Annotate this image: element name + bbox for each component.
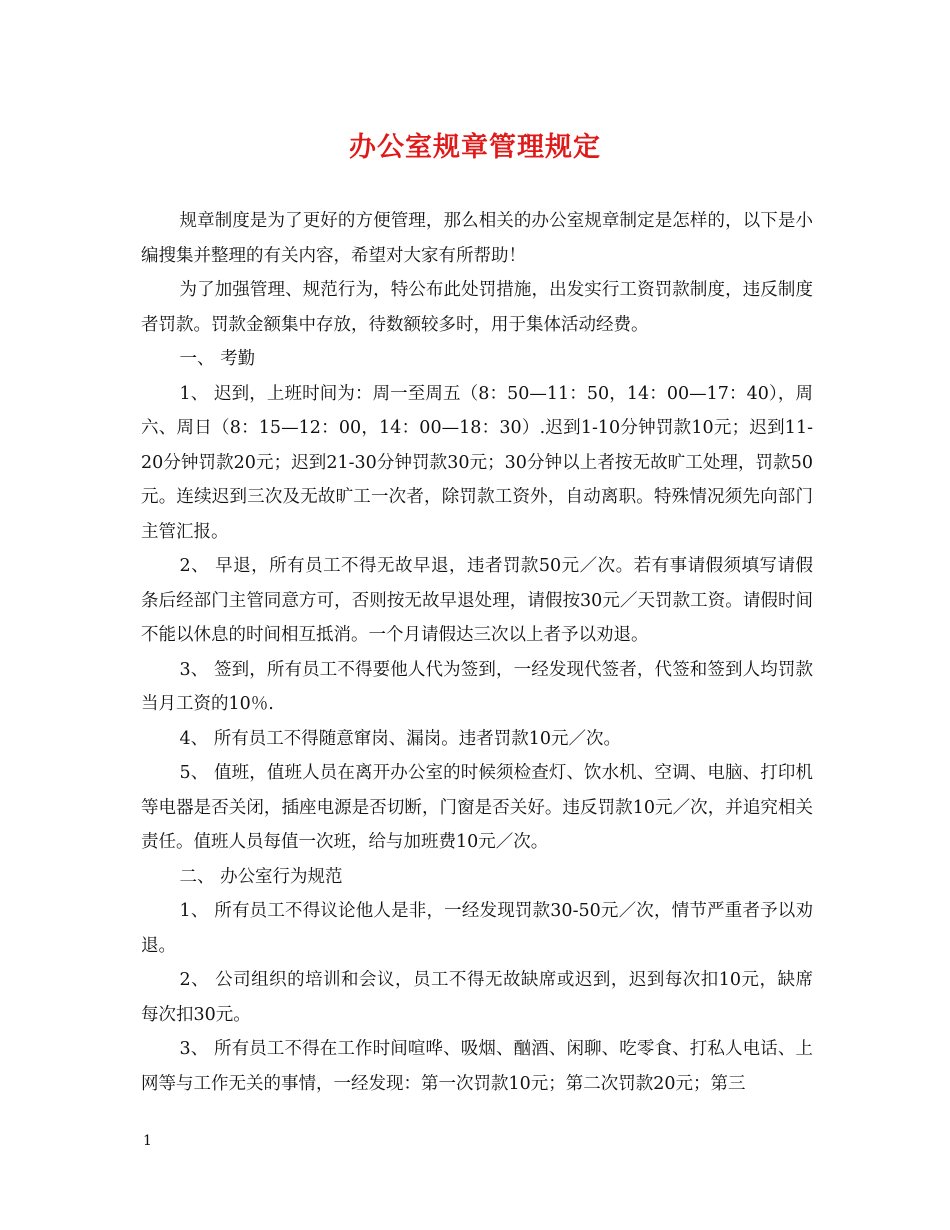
section-heading: 一、 考勤: [179, 349, 256, 369]
section-heading: 二、 办公室行为规范: [179, 866, 343, 887]
paragraph: 1、 迟到，上班时间为：周一至周五（8：50—11：50，14：00—17：40），周六、周日（8：15—12：00，14：00—18：30）.迟到1-10分钟罚款10元；迟到11-20分钟罚款20元；迟到21-30分钟罚款30元；30分钟以上者按无故旷工处理，罚款50元。连续迟到三次及无故旷工一次者，除罚款工资外，自动离职。特殊情况须先向部门主管汇报。: [141, 383, 813, 542]
paragraph: 3、 签到，所有员工不得要他人代为签到，一经发现代签者，代签和签到人均罚款当月工资的10％.: [141, 659, 813, 714]
paragraph: 2、 早退，所有员工不得无故早退，违者罚款50元／次。若有事请假须填写请假条后经部门主管同意方可，否则按无故早退处理，请假按30元／天罚款工资。请假时间不能以休息的时间相互抵消。一个月请假达三次以上者予以劝退。: [141, 556, 813, 645]
paragraph: 3、 所有员工不得在工作时间喧哗、吸烟、酗酒、闲聊、吃零食、打私人电话、上网等与工作无关的事情，一经发现：第一次罚款10元；第二次罚款20元；第三: [141, 1039, 813, 1094]
paragraph: 为了加强管理、规范行为，特公布此处罚措施，出发实行工资罚款制度，违反制度者罚款。罚款金额集中存放，待数额较多时，用于集体活动经费。: [141, 280, 813, 335]
paragraph: 1、 所有员工不得议论他人是非，一经发现罚款30-50元／次，情节严重者予以劝退。: [141, 901, 813, 956]
paragraph: 规章制度是为了更好的方便管理，那么相关的办公室规章制定是怎样的，以下是小编搜集并整理的有关内容，希望对大家有所帮助！: [141, 211, 813, 266]
document-body: [141, 204, 813, 1101]
paragraph: 2、 公司组织的培训和会议，员工不得无故缺席或迟到，迟到每次扣10元，缺席每次扣30元。: [141, 970, 813, 1025]
paragraph: 4、 所有员工不得随意窜岗、漏岗。违者罚款10元／次。: [179, 728, 621, 749]
document-title: 办公室规章管理规定: [349, 132, 601, 163]
page-number: 1: [143, 1133, 152, 1149]
paragraph: 5、 值班，值班人员在离开办公室的时候须检查灯、饮水机、空调、电脑、打印机等电器是否关闭，插座电源是否切断，门窗是否关好。违反罚款10元／次，并追究相关责任。值班人员每值一次班，给与加班费10元／次。: [141, 763, 813, 852]
